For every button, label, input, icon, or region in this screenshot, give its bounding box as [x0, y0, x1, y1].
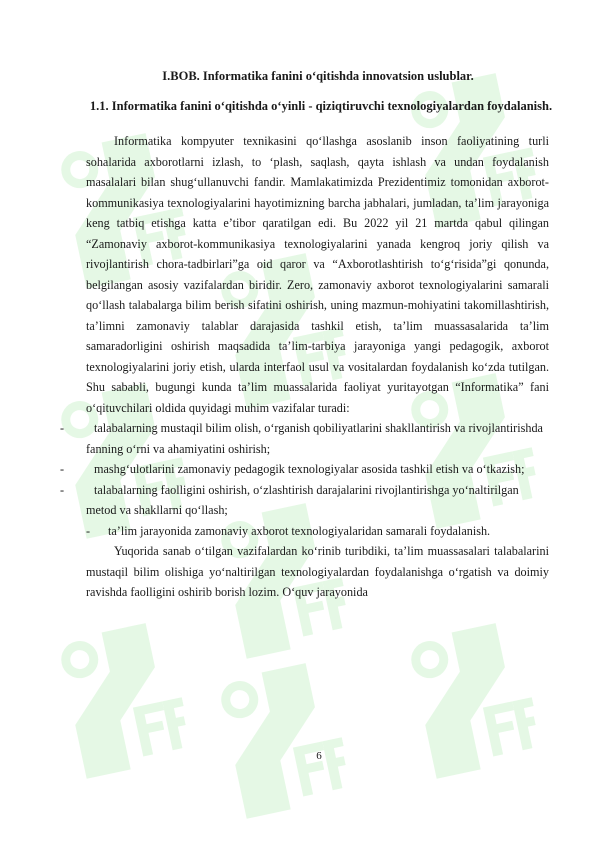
- list-item: [60, 480, 549, 521]
- list-item-text: talabalarning mustaqil bilim olish, o‘rganish qobiliyatlarini shakllantirish va rivojlantirishda fanning o‘rni va ahamiyatini oshirish;: [86, 421, 543, 456]
- watermark-logo: [204, 639, 357, 830]
- page-number: 6: [316, 750, 322, 762]
- list-dash: -: [86, 523, 91, 538]
- list-item: [60, 418, 549, 459]
- list-dash: -: [60, 462, 65, 476]
- list-dash: -: [60, 482, 65, 497]
- list-item-text: ta’lim jarayonida zamonaviy axborot texnologiyalaridan samarali foydalanish.: [108, 523, 491, 538]
- chapter-title: I.BOB. Informatika fanini o‘qitishda innovatsion uslublar.: [162, 69, 474, 83]
- list-item-text: talabalarning faolligini oshirish, o‘zlashtirish darajalarini rivojlantirishga yo‘naltirilgan metod va shakllarni qo‘llash;: [86, 482, 519, 517]
- paragraph: Informatika kompyuter texnikasini qo‘llashga asoslanib inson faoliyatining turli sohalarida axborotlarni izlash, to ‘plash, saqlash, qayta ishlash va undan foydalanish masalalari bilan shug‘ullanuvchi fandir. Mamlakatimizda Prezidentimiz tomonidan axborot-kommunikasiya texnologiyalarini hayotimizning barcha jabhalari, jumladan, ta’lim jarayoniga keng tatbiq etishga katta e’tibor qaratilgan edi. Bu 2022 yil 21 martda qabul qilingan “Zamonaviy axborot-kommunikasiya texnologiyalarini yanada kengroq joriy qilish va rivojlantirish chora-tadbirlari”ga oid qaror va “Axborotlashtirish to‘g‘risida”gi qonunda, belgilangan asosiy vazifalardan biridir. Zero, zamonaviy axborot texnologiyalarini samarali qo‘llash talabalarga bilim berish sifatini oshirish, uning mazmun-mohiyatini takomillashtirish, ta’limni zamonaviy talablar darajasida tashkil etish, ta’lim muassasalarida ta’lim samaradorligini oshirish maqsadida ta’lim-tarbiya jarayoniga yangi pedagogik, axborot texnologiyalarini joriy etish, ularda interfaol usul va vositalardan foydalanish ko‘zda tutilgan. Shu sababli, bugungi kunda ta’lim muassalarida faoliyat yuritayotgan “Informatika” fani o‘qituvchilari oldida quyidagi muhim vazifalar turadi:: [86, 134, 549, 415]
- list-item-text: mashg‘ulotlarini zamonaviy pedagogik texnologiyalar asosida tashkil etish va o‘tkazish;: [94, 462, 525, 476]
- list-dash: -: [60, 421, 65, 435]
- document-body: [60, 131, 549, 603]
- section-title: 1.1. Informatika fanini o‘qitishda o‘yinli - qiziqtiruvchi texnologiyalardan foydalanish.: [89, 99, 553, 113]
- list-item: [86, 521, 549, 542]
- paragraph: Yuqorida sanab o‘tilgan vazifalardan ko‘rinib turibdiki, ta’lim muassasalari talabalarini mustaqil bilim olishiga yo‘naltirilgan texnologiyalardan foydalanishga o‘rgatish va doimiy ravishda faolligini oshirib borish lozim. O‘quv jarayonida: [86, 544, 549, 599]
- list-item: [60, 459, 549, 480]
